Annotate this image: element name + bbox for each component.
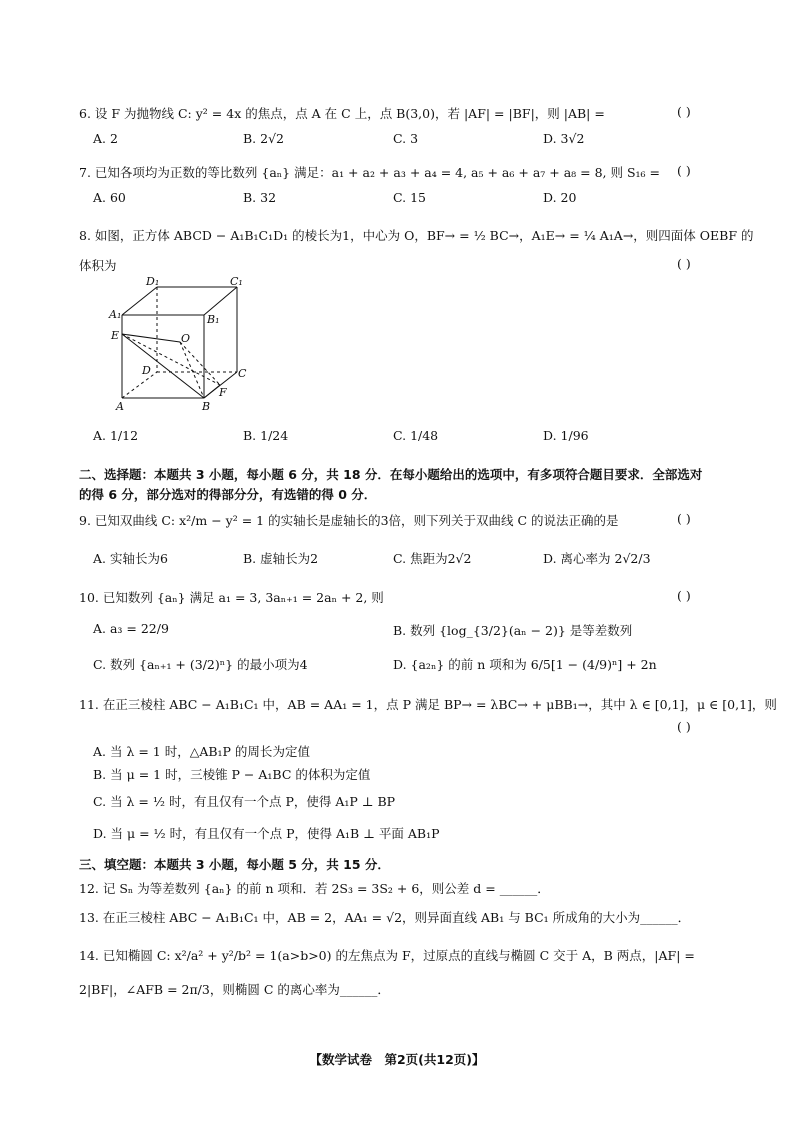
q7-option-a: A. 60: [93, 190, 126, 205]
q9-option-d: D. 离心率为 2√2/3: [543, 551, 651, 566]
question-11-stem: 11. 在正三棱柱 ABC − A₁B₁C₁ 中，AB = AA₁ = 1，点 P 满足 BP→ = λBC→ + μBB₁→，其中 λ ∈ [0,1]，μ ∈ [0,1]，则: [79, 697, 777, 712]
q9-option-c: C. 焦距为2√2: [393, 551, 472, 566]
answer-paren-9: ( ): [677, 511, 691, 526]
q7-option-c: C. 15: [393, 190, 426, 205]
q9-option-a: A. 实轴长为6: [93, 551, 168, 566]
label-e: E: [111, 329, 120, 342]
q8-option-c: C. 1/48: [393, 428, 439, 443]
label-d1: D₁: [146, 275, 160, 288]
page-footer: 【数学试卷 第2页(共12页)】: [309, 1052, 485, 1067]
q10-option-c: C. 数列 {aₙ₊₁ + (3/2)ⁿ} 的最小项为4: [93, 657, 308, 672]
answer-paren-6: ( ): [677, 104, 691, 119]
section-2-heading-line2: 的得 6 分，部分选对的得部分分，有选错的得 0 分．: [79, 487, 377, 502]
question-13-stem: 13. 在正三棱柱 ABC − A₁B₁C₁ 中，AB = 2，AA₁ = √2，则异面直线 AB₁ 与 BC₁ 所成角的大小为______．: [79, 910, 691, 925]
question-8-stem: 8. 如图，正方体 ABCD − A₁B₁C₁D₁ 的棱长为1，中心为 O，BF→ = ½ BC→，A₁E→ = ¼ A₁A→，则四面体 OEBF 的: [79, 228, 754, 243]
question-10-stem: 10. 已知数列 {aₙ} 满足 a₁ = 3, 3aₙ₊₁ = 2aₙ + 2, 则: [79, 590, 384, 605]
q11-option-c: C. 当 λ = ½ 时，有且仅有一个点 P，使得 A₁P ⊥ BP: [93, 794, 396, 809]
label-d: D: [142, 364, 151, 377]
q8-option-d: D. 1/96: [543, 428, 589, 443]
q6-option-c: C. 3: [393, 131, 419, 146]
label-a1: A₁: [109, 308, 122, 321]
label-c1: C₁: [230, 275, 243, 288]
q6-option-a: A. 2: [93, 131, 118, 146]
question-8-stem-line2: 体积为: [79, 258, 117, 273]
label-a: A: [116, 400, 124, 413]
q8-option-b: B. 1/24: [243, 428, 289, 443]
q11-option-d: D. 当 μ = ½ 时，有且仅有一个点 P，使得 A₁B ⊥ 平面 AB₁P: [93, 826, 440, 841]
question-14-stem: 14. 已知椭圆 C: x²/a² + y²/b² = 1(a>b>0) 的左焦点为 F，过原点的直线与椭圆 C 交于 A，B 两点，|AF| =: [79, 948, 695, 963]
q10-option-a: A. a₃ = 22/9: [93, 621, 169, 636]
q6-option-b: B. 2√2: [243, 131, 285, 146]
q6-option-d: D. 3√2: [543, 131, 585, 146]
answer-paren-8: ( ): [677, 256, 691, 271]
cube-figure: [104, 272, 264, 418]
question-7-stem: 7. 已知各项均为正数的等比数列 {aₙ} 满足：a₁ + a₂ + a₃ + a₄ = 4, a₅ + a₆ + a₇ + a₈ = 8, 则 S₁₆ =: [79, 165, 660, 180]
question-9-stem: 9. 已知双曲线 C: x²/m − y² = 1 的实轴长是虚轴长的3倍，则下列关于双曲线 C 的说法正确的是: [79, 513, 619, 528]
label-o: O: [181, 332, 191, 345]
q8-option-a: A. 1/12: [93, 428, 139, 443]
q7-option-b: B. 32: [243, 190, 277, 205]
label-b1: B₁: [207, 313, 220, 326]
answer-paren-11: ( ): [677, 719, 691, 734]
q7-option-d: D. 20: [543, 190, 577, 205]
section-3-heading: 三、填空题：本题共 3 小题，每小题 5 分，共 15 分．: [79, 857, 390, 872]
question-6-stem: 6. 设 F 为抛物线 C: y² = 4x 的焦点，点 A 在 C 上，点 B(3,0)，若 |AF| = |BF|，则 |AB| =: [79, 106, 605, 121]
answer-paren-7: ( ): [677, 163, 691, 178]
q11-option-a: A. 当 λ = 1 时，△AB₁P 的周长为定值: [93, 744, 310, 759]
label-b: B: [202, 400, 211, 413]
q11-option-b: B. 当 μ = 1 时，三棱锥 P − A₁BC 的体积为定值: [93, 767, 371, 782]
question-14-stem-line2: 2|BF|，∠AFB = 2π/3，则椭圆 C 的离心率为______．: [79, 982, 390, 997]
label-f: F: [219, 386, 227, 399]
q10-option-b: B. 数列 {log_{3/2}(aₙ − 2)} 是等差数列: [393, 623, 633, 638]
label-c: C: [238, 367, 247, 380]
q9-option-b: B. 虚轴长为2: [243, 551, 319, 566]
q10-option-d: D. {a₂ₙ} 的前 n 项和为 6/5[1 − (4/9)ⁿ] + 2n: [393, 657, 657, 672]
answer-paren-10: ( ): [677, 588, 691, 603]
section-2-heading: 二、选择题：本题共 3 小题，每小题 6 分，共 18 分．在每小题给出的选项中，有多项符合题目要求．全部选对: [79, 467, 703, 482]
question-12-stem: 12. 记 Sₙ 为等差数列 {aₙ} 的前 n 项和．若 2S₃ = 3S₂ + 6，则公差 d = ______．: [79, 881, 550, 896]
